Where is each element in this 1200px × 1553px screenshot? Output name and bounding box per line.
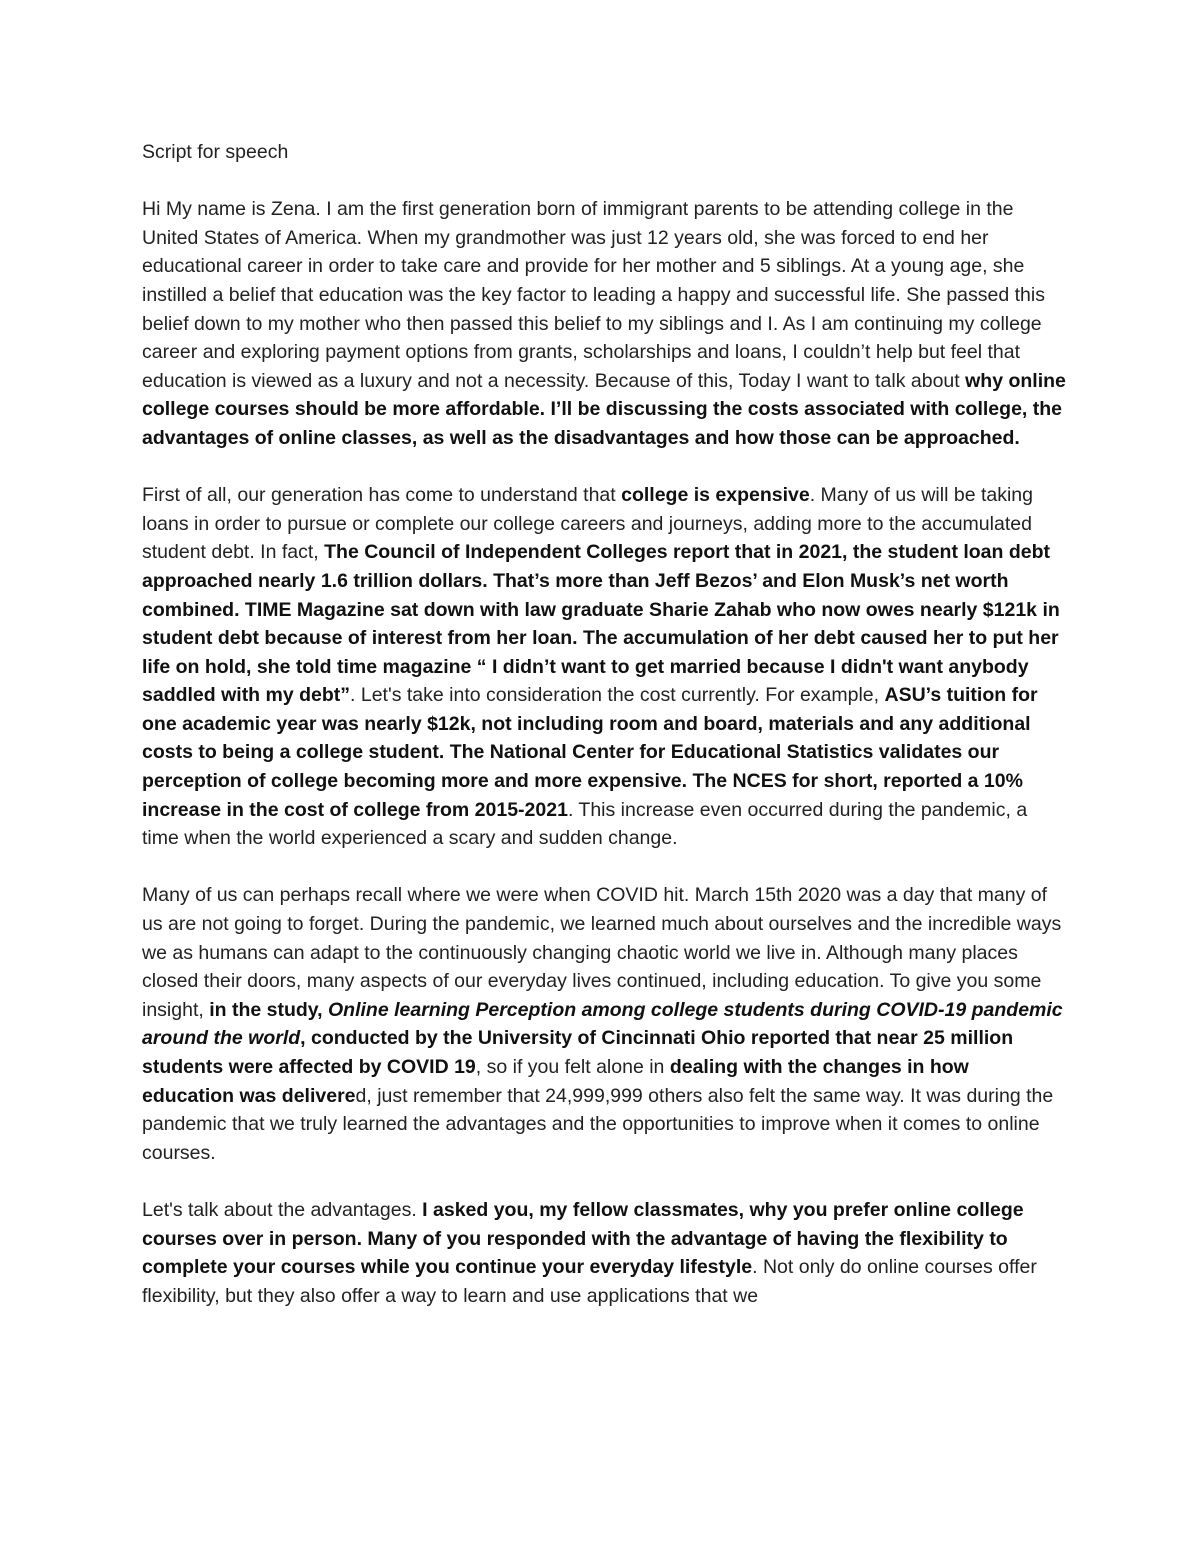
pandemic-emphasis-1: in the study, — [209, 998, 329, 1021]
costs-text-2: . Many of us will be taking loans in order to pursue or complete our college careers and journeys, adding more to the accumulated student debt. In fact, — [142, 484, 1033, 564]
advantages-text-2: . Not only do online courses offer flexibility, but they also offer a way to learn and use applications that we — [142, 1256, 1037, 1307]
thesis-statement: why online college courses should be more affordable. I’ll be discussing the costs associated with college, the advantages of online classes, as well as the disadvantages and how those can be approached. — [142, 369, 1066, 449]
costs-emphasis-1: college is expensive — [621, 484, 810, 507]
pandemic-text-1: Many of us can perhaps recall where we were when COVID hit. March 15th 2020 was a day that many of us are not going to forget. During the pandemic, we learned much about ourselves and the incredible ways we as humans can adapt to the continuously changing chaotic world we live in. Although many places closed their doors, many aspects of our everyday lives continued, including education. To give you some insight, — [142, 884, 1062, 1021]
pandemic-emphasis-2: , conducted by the University of Cincinnati Ohio reported that near 25 million students were affected by COVID 19 — [142, 1027, 1014, 1078]
advantages-text-1: Let's talk about the advantages. — [142, 1198, 423, 1221]
paragraph-college-costs — [142, 481, 1066, 853]
costs-emphasis-3: ASU’s tuition for one academic year was nearly $12k, not including room and board, materials and any additional costs to being a college student. The National Center for Educational Statistics validates our perception of college becoming more and more expensive. The NCES for short, reported a 10% increase in the cost of college from 2015-2021 — [142, 684, 1038, 821]
document-title: Script for speech — [142, 141, 289, 163]
pandemic-text-2: , so if you felt alone in — [475, 1056, 670, 1078]
document-body — [142, 138, 1066, 1310]
advantages-emphasis: I asked you, my fellow classmates, why you prefer online college courses over in person. Many of you responded with the advantage of having the flexibility to complete your courses while you continue your everyday lifestyle — [142, 1198, 1024, 1279]
paragraph-introduction — [142, 195, 1066, 452]
paragraph-pandemic — [142, 881, 1066, 1167]
paragraph-advantages — [142, 1196, 1066, 1310]
study-title-italic: Online learning Perception among college students during COVID-19 pandemic around the world — [142, 998, 1063, 1050]
costs-text-4: . This increase even occurred during the pandemic, a time when the world experienced a scary and sudden change. — [142, 798, 1028, 850]
costs-text-1: First of all, our generation has come to understand that — [142, 484, 622, 507]
pandemic-text-3: d, just remember that 24,999,999 others also felt the same way. It was during the pandemic that we truly learned the advantages and the opportunities to improve when it comes to online courses. — [142, 1084, 1054, 1164]
intro-text: Hi My name is Zena. I am the first generation born of immigrant parents to be attending college in the United States of America. When my grandmother was just 12 years old, she was forced to end her educational career in order to take care and provide for her mother and 5 siblings. At a young age, she instilled a belief that education was the key factor to leading a happy and successful life. She passed this belief down to my mother who then passed this belief to my siblings and I. As I am continuing my college career and exploring payment options from grants, scholarships and loans, I couldn’t help but feel that education is viewed as a luxury and not a necessity. Because of this, Today I want to talk about — [142, 198, 1045, 392]
costs-text-3: . Let's take into consideration the cost currently. For example, — [350, 684, 885, 707]
costs-emphasis-2: The Council of Independent Colleges report that in 2021, the student loan debt approached nearly 1.6 trillion dollars. That’s more than Jeff Bezos’ and Elon Musk’s net worth combined. TIME Magazine sat down with law graduate Sharie Zahab who now owes nearly $121k in student debt because of interest from her loan. The accumulation of her debt caused her to put her life on hold, she told time magazine “ I didn’t want to get married because I didn't want anybody saddled with my debt” — [142, 541, 1060, 707]
pandemic-emphasis-3: dealing with the changes in how education was delivere — [142, 1056, 969, 1107]
